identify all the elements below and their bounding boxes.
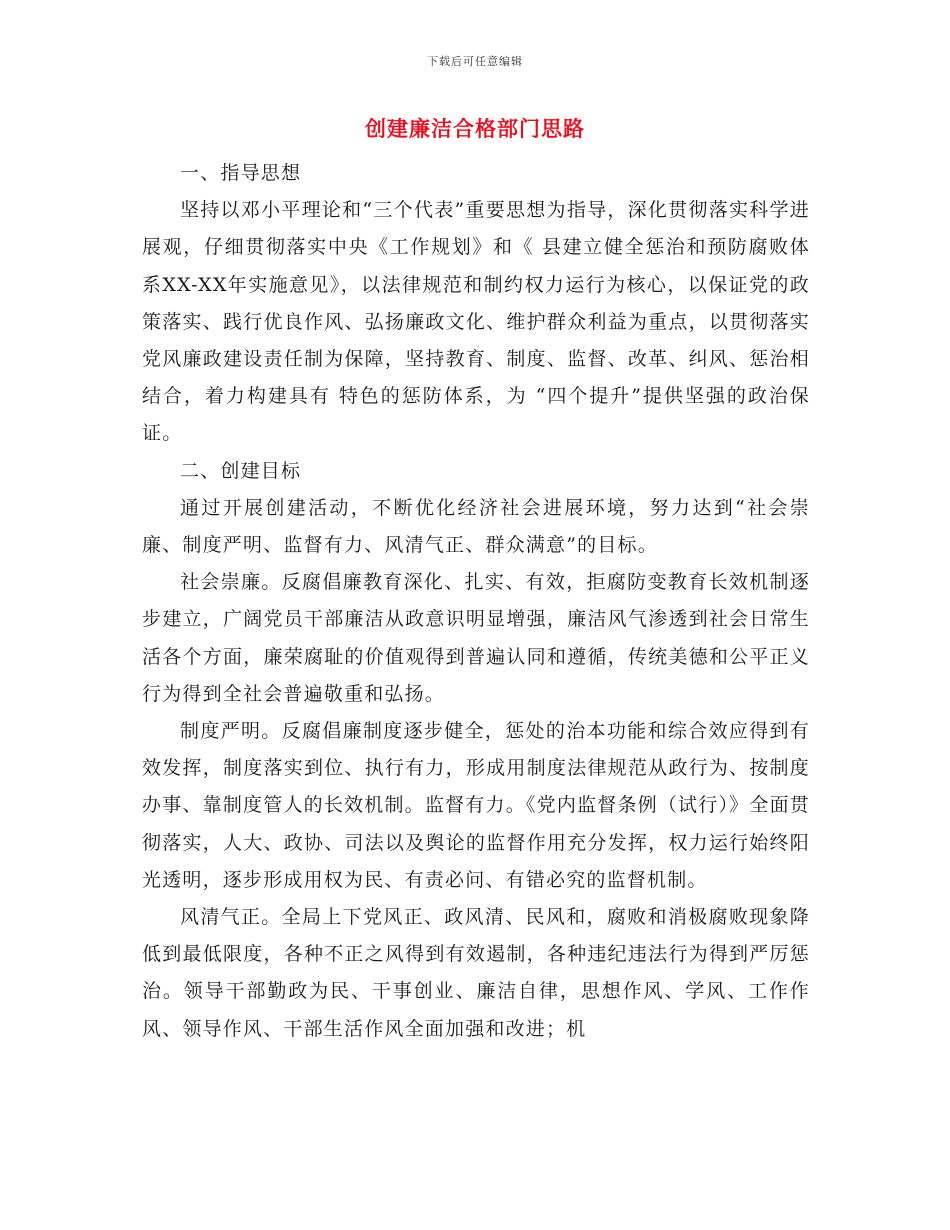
paragraph-guiding-ideology: 坚持以邓小平理论和“三个代表”重要思想为指导，深化贯彻落实科学进展观，仔细贯彻落实中央《工作规划》和《 县建立健全惩治和预防腐败体系XX-XX年实施意见》，以法律规范和制约权力运行为核心，以保证党的政策落实、践行优良作风、弘扬廉政文化、维护群众利益为重点，以贯彻落实党风廉政建设责任制为保障，坚持教育、制度、监督、改革、纠风、惩治相结合，着力构建具有 特色的惩防体系，为 “四个提升”提供坚强的政治保证。 (142, 199, 810, 445)
document-body (142, 155, 810, 1048)
section-heading-guiding-ideology: 一、指导思想 (180, 162, 302, 184)
document-title: 创建廉洁合格部门思路 (365, 116, 585, 141)
section-heading-creation-goals: 二、创建目标 (180, 459, 302, 482)
page-header-note: 下载后可任意编辑 (427, 55, 523, 68)
paragraph-society-integrity: 社会崇廉。反腐倡廉教育深化、扎实、有效，拒腐防变教育长效机制逐步建立，广阔党员干部廉洁从政意识明显增强，廉洁风气渗透到社会日常生活各个方面，廉荣腐耻的价值观得到普遍认同和遵循，传统美德和公平正义行为得到全社会普遍敬重和弘扬。 (142, 571, 810, 705)
paragraph-clean-atmosphere: 风清气正。全局上下党风正、政风清、民风和，腐败和消极腐败现象降低到最低限度，各种不正之风得到有效遏制，各种违纪违法行为得到严厉惩治。领导干部勤政为民、干事创业、廉洁自律，思想作风、学风、工作作风、领导作风、干部生活作风全面加强和改进；机 (142, 906, 810, 1040)
paragraph-strict-system: 制度严明。反腐倡廉制度逐步健全，惩处的治本功能和综合效应得到有效发挥，制度落实到位、执行有力，形成用制度法律规范从政行为、按制度办事、靠制度管人的长效机制。监督有力。《党内监督条例（试行）》全面贯彻落实，人大、政协、司法以及舆论的监督作用充分发挥，权力运行始终阳光透明，逐步形成用权为民、有责必问、有错必究的监督机制。 (142, 720, 810, 891)
paragraph-goals-intro: 通过开展创建活动，不断优化经济社会进展环境，努力达到“社会崇廉、制度严明、监督有力、风清气正、群众满意”的目标。 (142, 496, 810, 557)
